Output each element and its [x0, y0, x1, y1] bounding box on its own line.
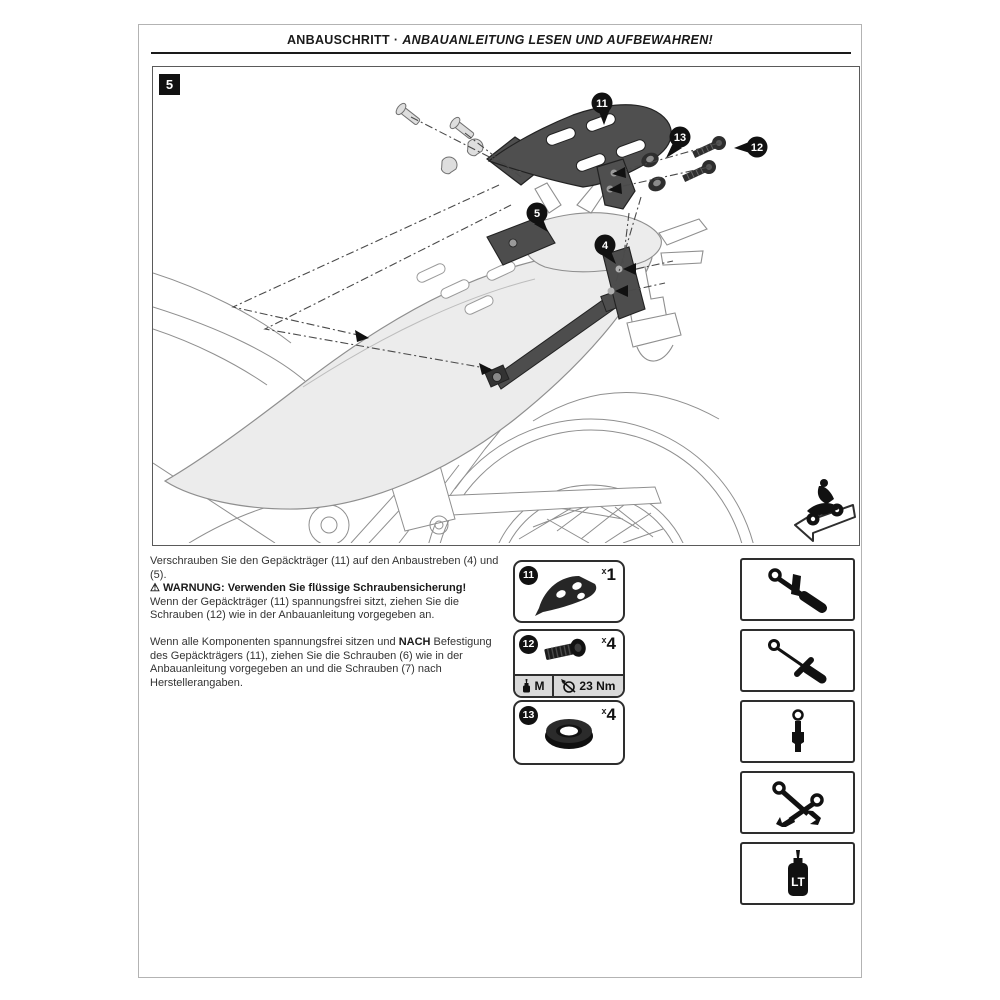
part-11-quantity: $^x$1: [601, 565, 616, 584]
bit-driver-icon: [760, 566, 836, 614]
part-12-badge: 12: [519, 635, 538, 654]
screw-12a: [691, 134, 729, 161]
torque-label: 23 Nm: [579, 679, 616, 693]
instruction-text: [150, 555, 512, 703]
part-11-badge: 11: [519, 566, 538, 585]
callout-12: [734, 137, 768, 158]
warning-text: WARNUNG: Verwenden Sie flüssige Schraubensicherung!: [162, 582, 467, 595]
part-12-quantity: $^x$4: [601, 634, 616, 653]
torque-icon: [561, 679, 576, 694]
light-washers: [438, 136, 486, 177]
riding-direction-icon: [795, 479, 855, 541]
torque-bar: [515, 674, 623, 696]
tool-box-wrenches: [740, 771, 855, 834]
part-box-12: [513, 629, 625, 698]
svg-text:11: 11: [596, 98, 608, 110]
thread-label: M: [534, 679, 545, 693]
tool-box-socket: [740, 700, 855, 763]
part-13-badge: 13: [519, 706, 538, 725]
warning-line: [150, 582, 466, 594]
header-separator: ·: [393, 33, 399, 47]
part-box-11: [513, 560, 625, 623]
header-notice: ANBAUANLEITUNG LESEN UND AUFBEWAHREN!: [402, 33, 713, 47]
torque-spec: [554, 676, 623, 696]
rear-fender-arc: [533, 392, 719, 421]
wrenches-icon: [760, 779, 836, 827]
qty-mark: x: [601, 706, 607, 716]
svg-text:5: 5: [533, 208, 541, 220]
tool-box-torque-screwdriver: [740, 629, 855, 692]
header-step-label: ANBAUSCHRITT: [286, 33, 390, 47]
torque-screwdriver-icon: [760, 637, 836, 685]
p2-text-start: Wenn alle Komponenten spannungsfrei sitzen und: [150, 635, 399, 648]
screw-12b: [681, 158, 719, 185]
page-header: [138, 33, 862, 47]
header-rule: [151, 52, 851, 54]
step-number-badge: 5: [159, 74, 180, 95]
instruction-line-2: Wenn der Gepäckträger (11) spannungsfrei sitzt, ziehen Sie die Schrauben (12) wie in der Anbauanleitung vorgegeben an.: [150, 595, 459, 622]
part-box-13: [513, 700, 625, 765]
instruction-paragraph-2: [150, 636, 512, 690]
instruction-line-1: Verschrauben Sie den Gepäckträger (11) auf den Anbaustreben (4) und (5).: [150, 555, 499, 581]
seat: [165, 245, 652, 509]
p2-text-end: Befestigung des Gepäckträgers (11), ziehen Sie die Schrauben (6) wie in der Anbauanleitung vorgegeben an und die Schrauben (7) nach Herstellerangaben.: [150, 635, 492, 689]
threadlocker-label: LT: [790, 874, 805, 889]
qty-mark: x: [601, 635, 607, 645]
part-13-quantity: $^x$4: [601, 705, 616, 724]
svg-text:12: 12: [750, 142, 764, 154]
svg-text:4: 4: [601, 240, 609, 252]
thread-spec: [515, 676, 554, 696]
light-screws: [394, 102, 486, 177]
socket-icon: [760, 708, 836, 756]
instruction-paragraph-1: [150, 555, 512, 623]
tool-box-threadlocker: [740, 842, 855, 905]
threadlocker-bottle-icon: [760, 848, 836, 900]
warning-icon: ⚠: [150, 582, 160, 595]
p2-bold-word: NACH: [398, 635, 431, 648]
threadlocker-mini-icon: [522, 679, 531, 693]
illustration-frame: [152, 66, 860, 546]
exploded-diagram: [153, 67, 857, 543]
svg-text:13: 13: [673, 132, 687, 144]
tool-box-bit-driver: [740, 558, 855, 621]
qty-mark: x: [601, 566, 607, 576]
